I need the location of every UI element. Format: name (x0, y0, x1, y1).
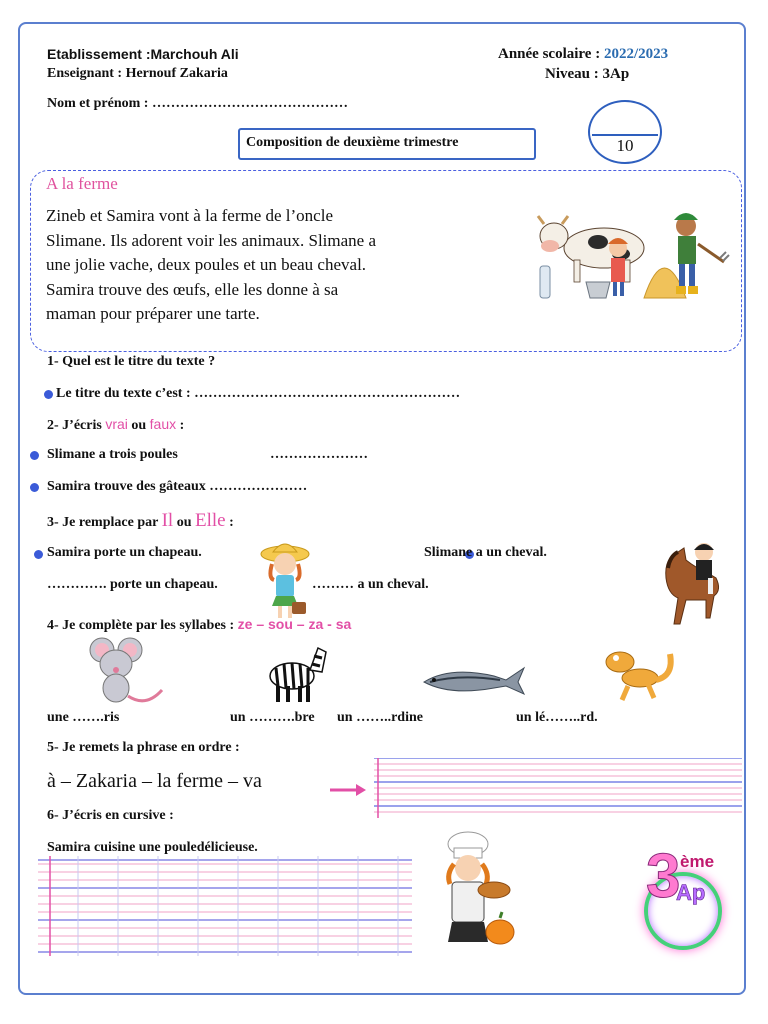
text-line: une jolie vache, deux poules et un beau cheval. (46, 255, 367, 274)
q2-prefix: 2- J’écris (47, 418, 106, 433)
q2-item1: Slimane a trois poules (47, 447, 178, 462)
q2-question (47, 416, 184, 434)
q5-question: 5- Je remets la phrase en ordre : (47, 740, 240, 755)
girl-hat-illustration (258, 538, 312, 620)
q3-prefix: 3- Je remplace par (47, 515, 162, 530)
text-paragraph (46, 204, 466, 327)
q3-elle: Elle (194, 510, 226, 531)
q5-scrambled-phrase: à – Zakaria – la ferme – va (47, 770, 262, 792)
q3-sentence1: Samira porte un chapeau. (47, 545, 202, 560)
name-field[interactable]: Nom et prénom : …………………………………… (47, 96, 348, 111)
q3-sentence2: Slimane a un cheval. (424, 545, 547, 560)
q6-sentence: Samira cuisine une pouledélicieuse. (47, 840, 258, 855)
q4-word3[interactable]: un ……..rdine (337, 710, 423, 725)
text-line: Zineb et Samira vont à la ferme de l’oncle (46, 206, 333, 225)
q3-mid: ou (173, 515, 195, 530)
q4-word2[interactable]: un ……….bre (230, 710, 315, 725)
arrow-right-icon (328, 780, 368, 800)
bullet (30, 451, 39, 460)
q4-question (47, 616, 351, 634)
text-title: A la ferme (46, 174, 118, 193)
q6-writing-lines[interactable] (38, 856, 412, 956)
q6-question: 6- J’écris en cursive : (47, 808, 174, 823)
q4-syllables: ze – sou – za - sa (237, 616, 352, 632)
grade-logo (618, 842, 730, 954)
q3-il: Il (161, 510, 174, 531)
school-year-label: Année scolaire : (498, 46, 604, 62)
q2-item2[interactable]: Samira trouve des gâteaux ………………… (47, 479, 308, 494)
school-year-value: 2022/2023 (603, 46, 669, 62)
score-total: 10 (616, 136, 634, 155)
q5-writing-lines[interactable] (374, 758, 742, 818)
logo-sup: ème (680, 852, 715, 871)
school-year (498, 46, 668, 63)
q1-question: 1- Quel est le titre du texte ? (47, 354, 216, 369)
q4-word1[interactable]: une …….ris (47, 710, 120, 725)
q2-suffix: : (176, 418, 185, 433)
q1-answer-line[interactable]: Le titre du texte c’est : ………………………………………………… (56, 386, 461, 401)
bullet (34, 550, 43, 559)
level-line: Niveau : 3Ap (545, 66, 630, 82)
q3-sentence1-blank[interactable]: …………. porte un chapeau. (47, 577, 218, 592)
school-line (47, 46, 239, 62)
text-line: maman pour préparer une tarte. (46, 304, 260, 323)
zebra-illustration (262, 636, 330, 706)
q3-suffix: : (225, 515, 234, 530)
text-line: Samira trouve des œufs, elle les donne à sa (46, 279, 339, 299)
mouse-illustration (86, 636, 166, 708)
horse-rider-illustration (656, 538, 728, 634)
score-circle (588, 100, 662, 164)
logo-sub: Ap (676, 880, 706, 905)
q3-question (47, 510, 234, 532)
q2-mid: ou (127, 418, 150, 433)
q2-item1-answer[interactable]: ………………… (270, 447, 368, 462)
logo-digit: 3 (646, 842, 681, 911)
q4-prefix: 4- Je complète par les syllabes : (47, 618, 238, 633)
school-label: Etablissement : (47, 46, 151, 62)
farm-illustration (526, 208, 732, 304)
composition-title: Composition de deuxième trimestre (238, 128, 536, 160)
chef-girl-illustration (428, 830, 520, 946)
school-name: Marchouh Ali (150, 46, 239, 62)
text-line: Slimane. Ils adorent voir les animaux. Slimane a (46, 230, 377, 250)
bullet (44, 390, 53, 399)
bullet (30, 483, 39, 492)
q4-word4[interactable]: un lé……..rd. (516, 710, 598, 725)
lizard-illustration (604, 646, 678, 706)
q3-sentence2-blank[interactable]: ……… a un cheval. (312, 577, 429, 592)
fish-illustration (420, 664, 526, 698)
teacher-line: Enseignant : Hernouf Zakaria (47, 66, 228, 81)
q2-faux: faux (149, 416, 177, 432)
q2-vrai: vrai (105, 416, 128, 432)
